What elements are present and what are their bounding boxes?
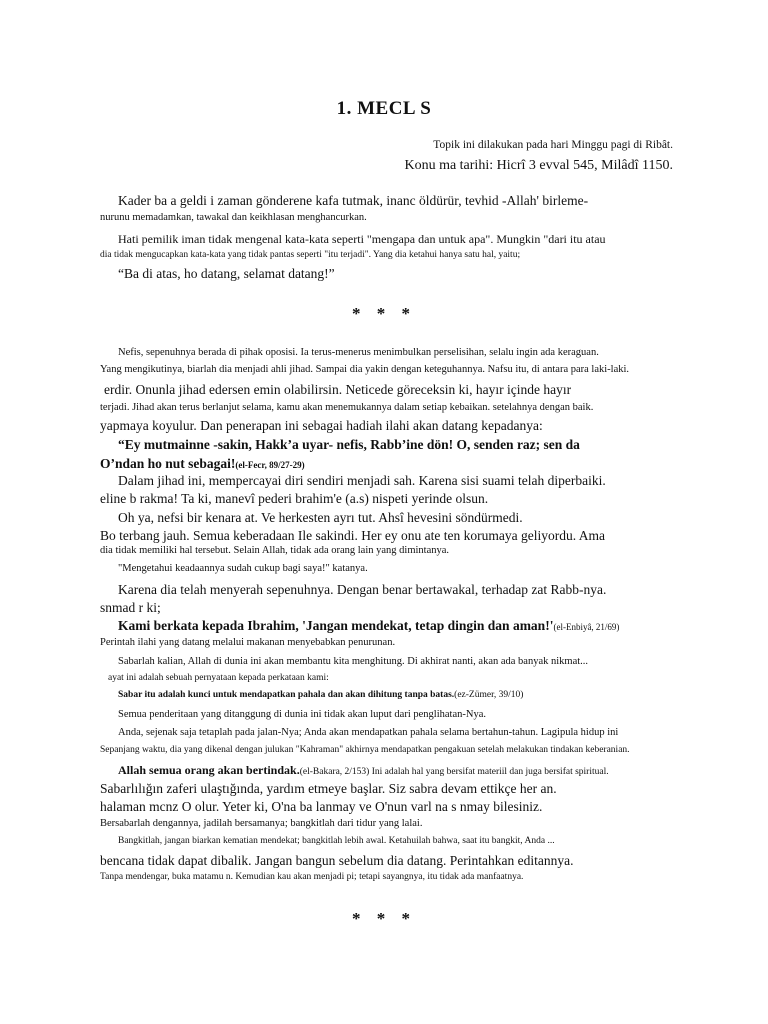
quote-line: [100, 456, 672, 472]
text-line: Dalam jihad ini, mempercayai diri sendiri menjadi sah. Karena sisi suami telah diperbaiki.: [118, 473, 606, 488]
text-line: Sepanjang waktu, dia yang dikenal dengan julukan "Kahraman" akhirnya mendapatkan pengakuan setelah melakukan tindakan keberanian.: [100, 745, 630, 755]
text-line: Perintah ilahi yang datang melalui makanan menyebabkan penurunan.: [100, 637, 396, 648]
text-line: Nefis, sepenuhnya berada di pihak oposisi. Ia terus-menerus menimbulkan perselisihan, selalu ingin ada keraguan.: [118, 347, 599, 358]
text-line: Oh ya, nefsi bir kenara at. Ve herkesten ayrı tut. Ahsî hevesini söndürmedi.: [118, 510, 523, 525]
quote-reference: (el-Fecr, 89/27-29): [235, 460, 305, 470]
page-title: 1. MECL S: [336, 98, 432, 119]
text-line: “Ba di atas, ho datang, selamat datang!”: [118, 266, 335, 281]
text-line: eline b rakma! Ta ki, manevî pederi brahim'e (a.s) nispeti yerinde olsun.: [100, 491, 489, 506]
text-line: ayat ini adalah sebuah pernyataan kepada perkataan kami:: [108, 673, 329, 683]
text-line: halaman mcnz O olur. Yeter ki, O'na ba lanmay ve O'nun varl na s nmay bilesiniz.: [100, 799, 543, 814]
meta-line-1: Topik ini dilakukan pada hari Minggu pagi di Ribât.: [433, 139, 673, 151]
text-line: yapmaya koyulur. Dan penerapan ini sebagai hadiah ilahi akan datang kepadanya:: [100, 418, 543, 433]
text-line: Bersabarlah dengannya, jadilah bersamanya; bangkitlah dari tidur yang lalai.: [100, 818, 423, 829]
section-separator: * * *: [352, 304, 416, 323]
text-line: Sabarlılığın zaferi ulaştığında, yardım etmeye başlar. Siz sabra devam ettikçe her an.: [100, 781, 557, 796]
quote-reference: (ez-Zümer, 39/10): [454, 690, 524, 700]
quote-line: “Ey mutmainne -sakin, Hakk’a uyar- nefis, Rabb’ine dön! O, senden raz; sen da: [118, 437, 580, 452]
text-line: Sabarlah kalian, Allah di dunia ini akan membantu kita menghitung. Di akhirat nanti, akan ada banyak nikmat...: [118, 656, 589, 667]
quote-text: Sabar itu adalah kunci untuk mendapatkan pahala dan akan dihitung tanpa batas.: [118, 690, 455, 700]
text-line: nurunu memadamkan, tawakal dan keikhlasan menghancurkan.: [100, 212, 367, 223]
quote-line: [118, 690, 672, 700]
text-line: terjadi. Jihad akan terus berlanjut selama, kamu akan menemukannya dalam setiap kebaikan. setelahnya dengan baik.: [100, 402, 594, 413]
text-line: Anda, sejenak saja tetaplah pada jalan-Nya; Anda akan mendapatkan pahala selama bertahun-tahun. Lagipula hidup ini: [118, 727, 619, 738]
text-line: "Mengetahui keadaannya sudah cukup bagi saya!" katanya.: [118, 563, 368, 574]
text-line: Hati pemilik iman tidak mengenal kata-kata seperti "mengapa dan untuk apa". Mungkin "dari itu atau: [118, 232, 606, 246]
text-line: Karena dia telah menyerah sepenuhnya. Dengan benar bertawakal, terhadap zat Rabb-nya.: [118, 582, 607, 597]
text-line: erdir. Onunla jihad edersen emin olabilirsin. Neticede göreceksin ki, hayır içinde hayır: [104, 382, 572, 397]
text-line: Bo terbang jauh. Semua keberadaan Ile sakindi. Her ey onu ate ten korumaya geliyordu. Ama: [100, 528, 605, 543]
text-line: Yang mengikutinya, biarlah dia menjadi ahli jihad. Sampai dia yakin dengan keteguhannya. Nafsu itu, di antara para laki-laki.: [100, 364, 630, 375]
quote-line: [118, 618, 672, 634]
text-line: dia tidak mengucapkan kata-kata yang tidak pantas seperti "itu terjadi". Yang dia ketahui hanya satu hal, yaitu;: [100, 250, 521, 260]
text-line: Tanpa mendengar, buka matamu n. Kemudian kau akan menjadi pi; tetapi sayangnya, itu tidak ada manfaatnya.: [100, 872, 524, 882]
section-separator: * * *: [352, 909, 416, 928]
quote-text: Kami berkata kepada Ibrahim, 'Jangan mendekat, tetap dingin dan aman!': [118, 618, 554, 633]
text-line: snmad r ki;: [100, 600, 161, 615]
text-line: dia tidak memiliki hal tersebut. Selain Allah, tidak ada orang lain yang dimintanya.: [100, 545, 450, 556]
quote-reference: (el-Enbiyâ, 21/69): [553, 622, 620, 632]
text-line: Kader ba a geldi i zaman gönderene kafa tutmak, inanc öldürür, tevhid -Allah' birleme-: [118, 193, 589, 208]
text-line: Semua penderitaan yang ditanggung di dunia ini tidak akan luput dari penglihatan-Nya.: [118, 709, 486, 720]
meta-line-2: Konu ma tarihi: Hicrî 3 evval 545, Milâdî 1150.: [404, 158, 673, 173]
quote-reference: (el-Bakara, 2/153) Ini adalah hal yang bersifat materiil dan juga bersifat spiritual.: [299, 767, 609, 777]
text-line: bencana tidak dapat dibalik. Jangan bangun sebelum dia datang. Perintahkan editannya.: [100, 853, 574, 868]
text-line: Bangkitlah, jangan biarkan kematian mendekat; bangkitlah lebih awal. Ketahuilah bahwa, saat itu bangkit, Anda ...: [118, 836, 555, 846]
quote-text: Allah semua orang akan bertindak.: [118, 763, 300, 777]
quote-text: O’ndan ho nut sebagai!: [100, 456, 236, 471]
quote-line: [118, 763, 672, 778]
